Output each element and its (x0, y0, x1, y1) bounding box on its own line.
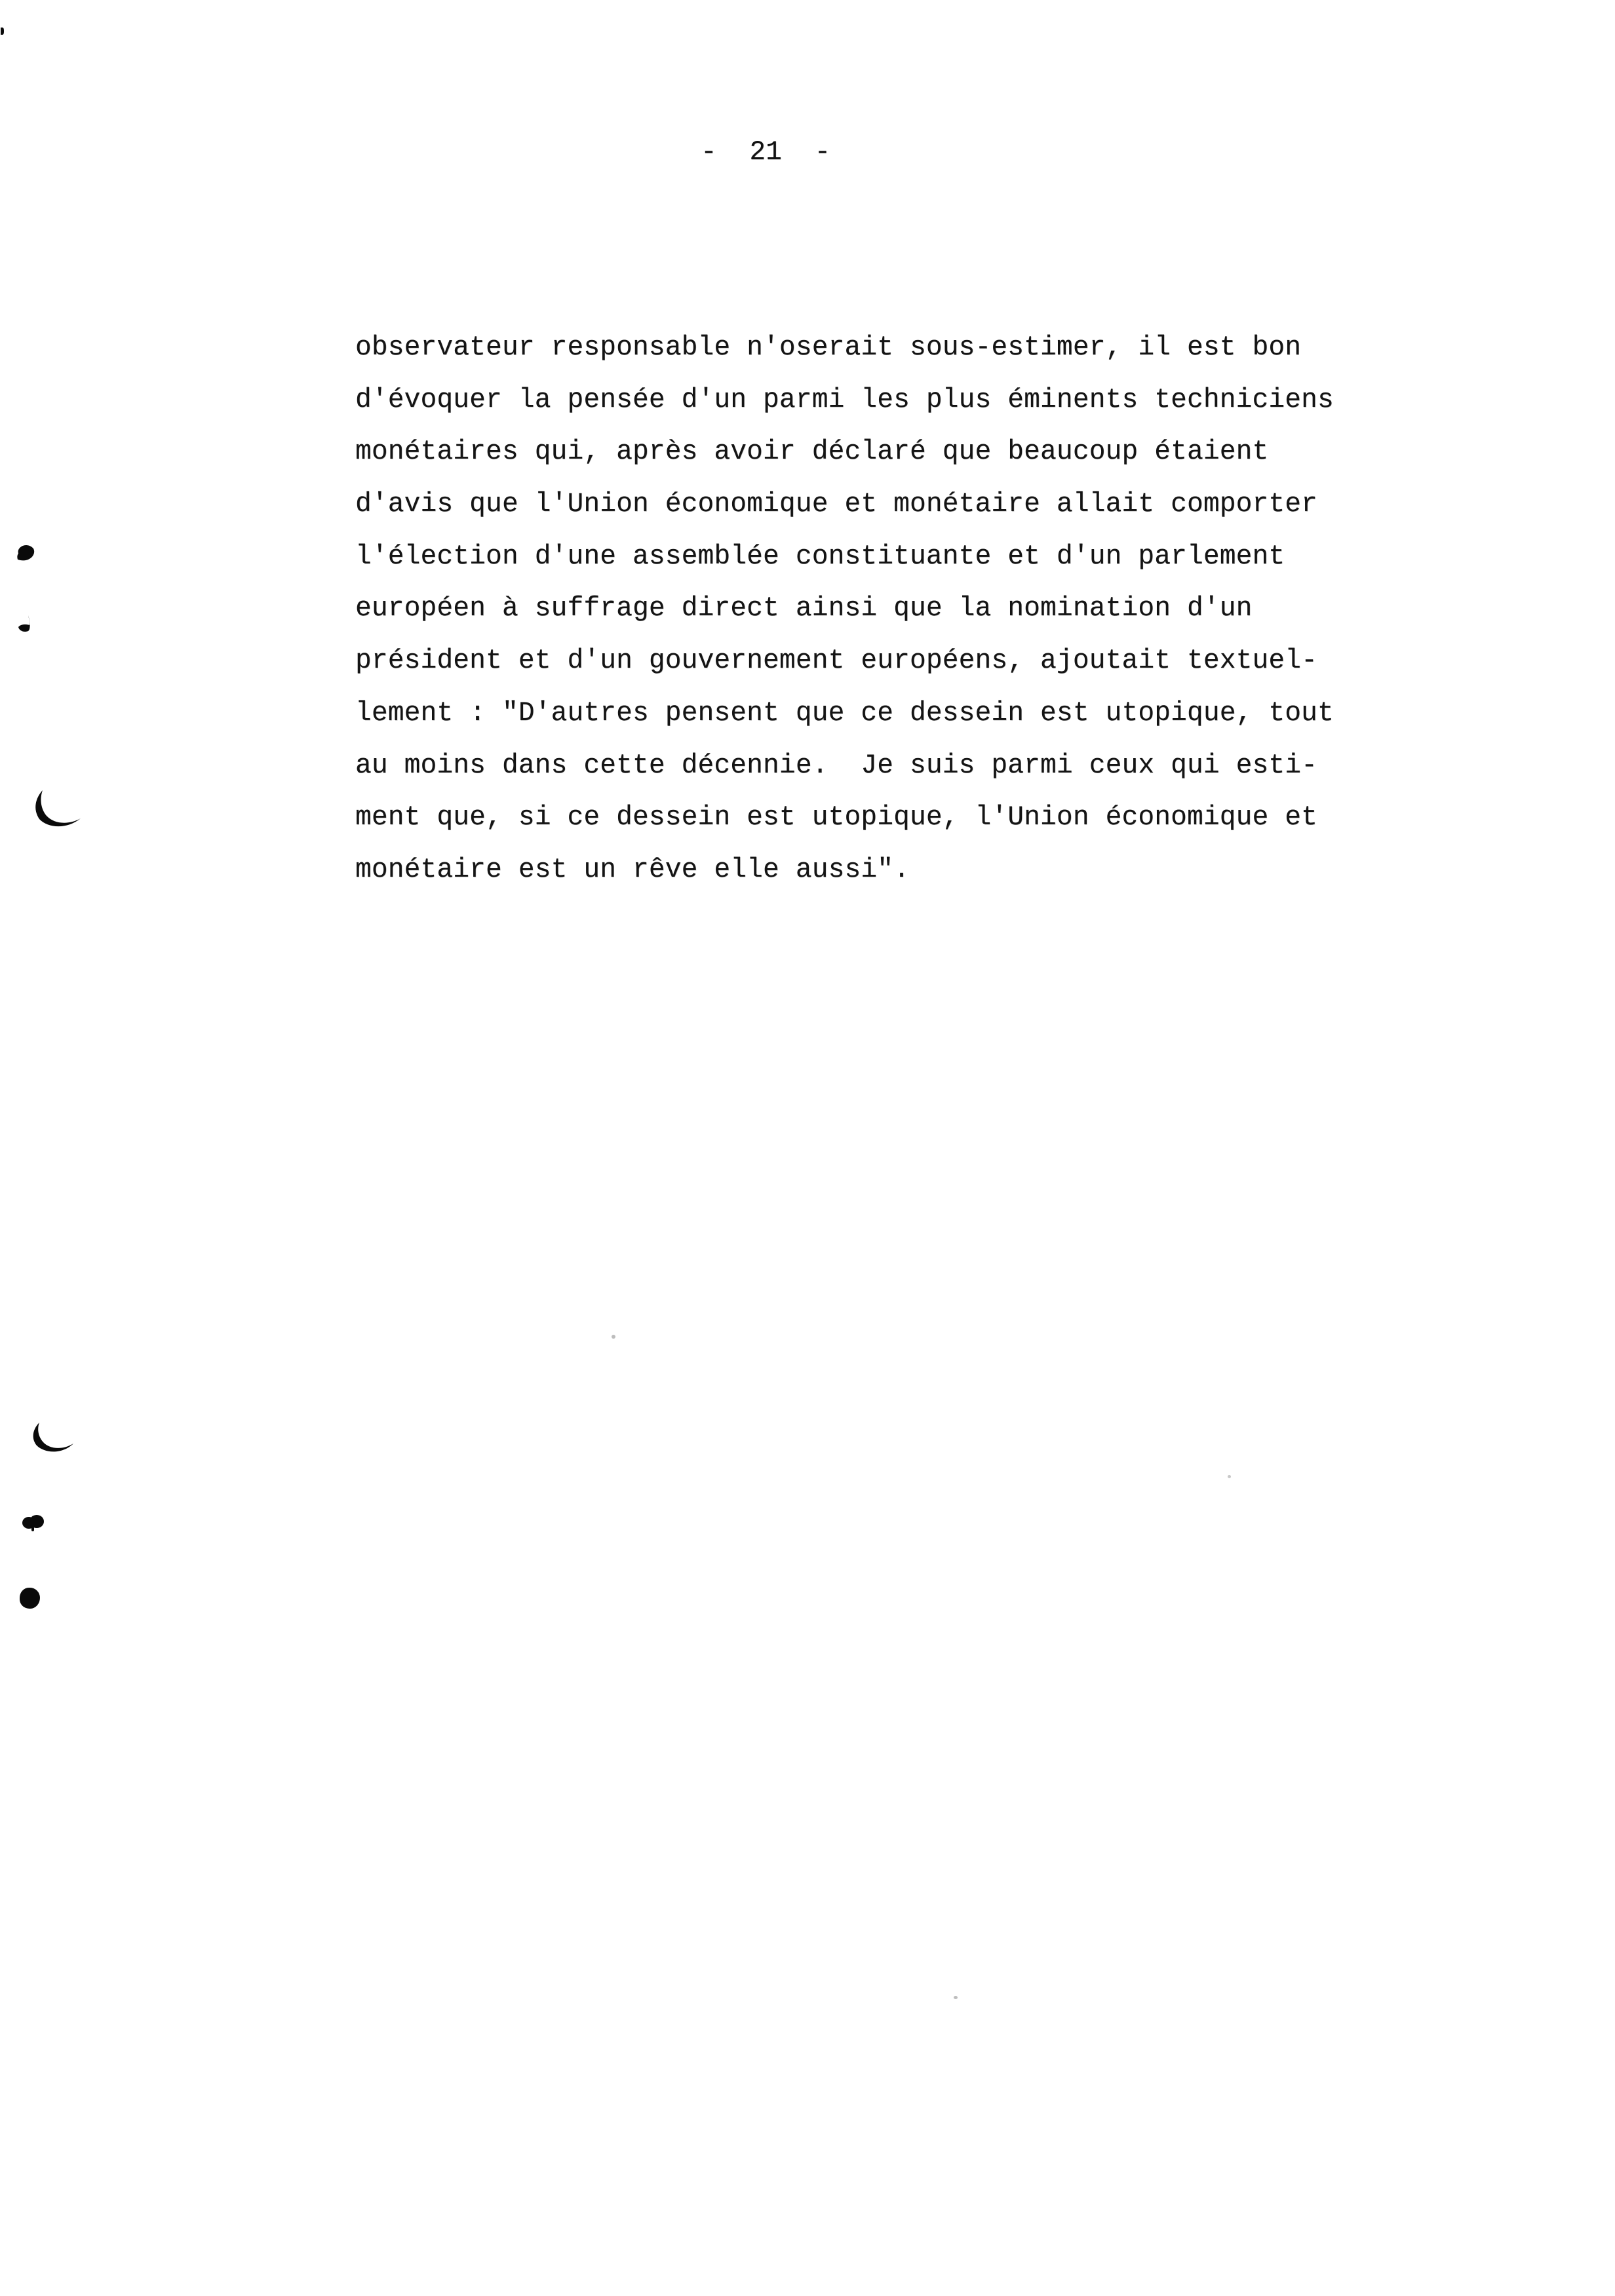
text-line: lement : "D'autres pensent que ce dessein est utopique, tout (355, 698, 1334, 729)
round-ink-dot (20, 1588, 40, 1609)
text-line: l'élection d'une assemblée constituante et d'un parlement (355, 541, 1285, 572)
faint-speck-2 (1228, 1475, 1231, 1478)
edge-tick-mark (1, 28, 4, 35)
faint-speck-3 (954, 1996, 958, 1999)
ink-curl-mark (18, 615, 33, 633)
ink-curl-shape (18, 615, 33, 633)
text-line: monétaire est un rêve elle aussi". (355, 854, 910, 885)
faint-speck-1 (612, 1335, 615, 1339)
crescent-shape (30, 1422, 74, 1454)
ink-blob-shape (16, 545, 35, 562)
text-line: président et d'un gouvernement européens, ajoutait textuel- (355, 646, 1318, 677)
text-line: ment que, si ce dessein est utopique, l'Union économique et (355, 803, 1318, 833)
double-lobe-shape (22, 1514, 45, 1531)
crescent-shape (32, 790, 81, 830)
text-line: monétaires qui, après avoir déclaré que beaucoup étaient (355, 437, 1269, 468)
body-paragraph (355, 322, 1378, 897)
text-line: observateur responsable n'oserait sous-estimer, il est bon (355, 333, 1302, 363)
ink-blob-mark (16, 545, 35, 562)
page-number: - 21 - (701, 138, 831, 168)
double-lobe-ink-mark (22, 1514, 45, 1531)
crescent-smudge-mark-upper (32, 790, 81, 830)
text-line: d'évoquer la pensée d'un parmi les plus éminents techniciens (355, 385, 1334, 415)
text-line: européen à suffrage direct ainsi que la nomination d'un (355, 594, 1253, 624)
crescent-smudge-mark-lower (30, 1422, 74, 1454)
text-line: d'avis que l'Union économique et monétaire allait comporter (355, 489, 1318, 520)
text-line: au moins dans cette décennie. Je suis parmi ceux qui esti- (355, 750, 1318, 781)
